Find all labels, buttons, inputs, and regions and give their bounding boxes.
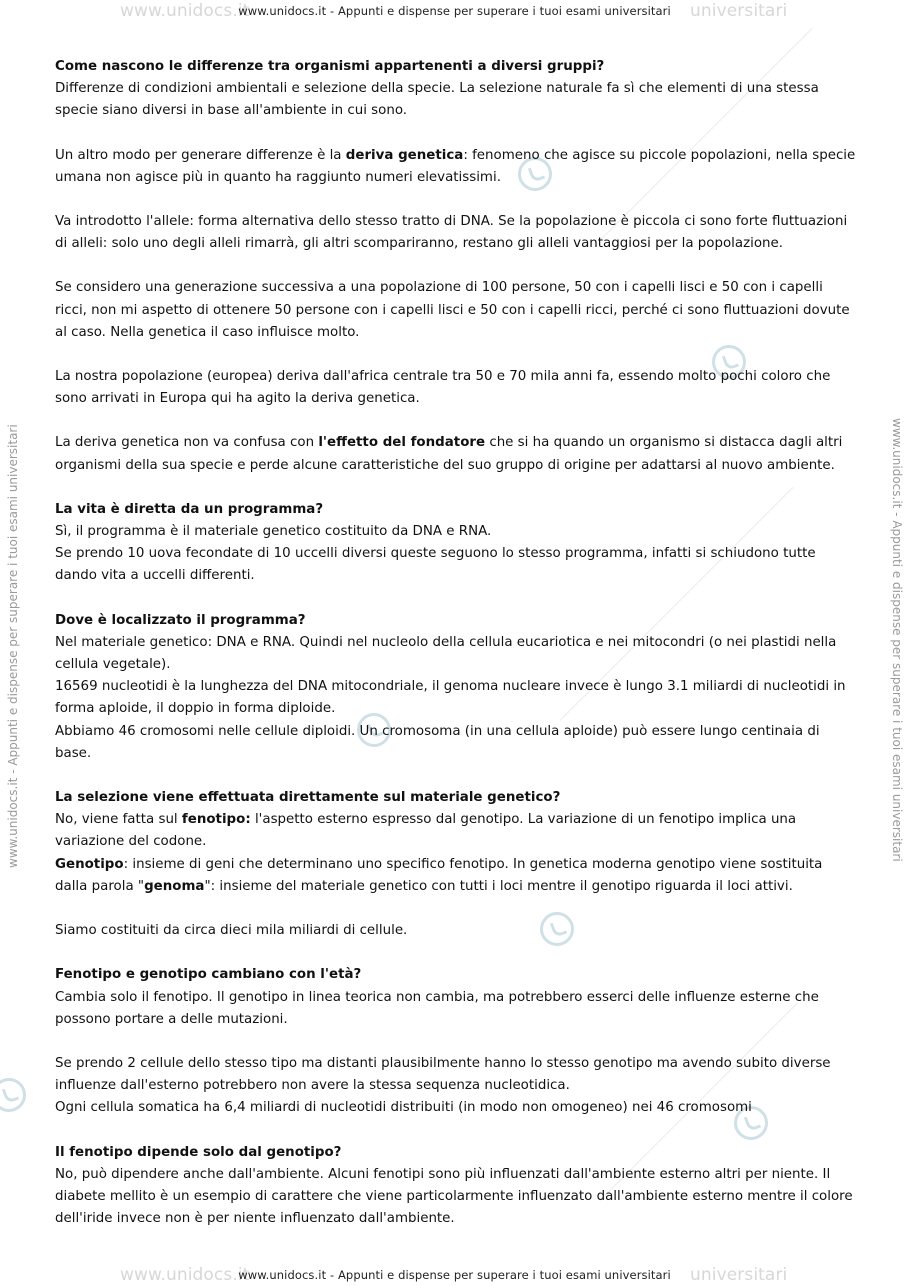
paragraph: Un altro modo per generare differenze è la deriva genetica: fenomeno che agisce su piccole popolazioni, nella specie umana non agisce più in quanto ha raggiunto numeri elevatissimi.	[55, 147, 856, 185]
question-heading: La selezione viene effettuata direttamente sul materiale genetico?	[55, 790, 561, 806]
paragraph: 16569 nucleotidi è la lunghezza del DNA mitocondriale, il genoma nucleare invece è lungo 3.1 miliardi di nucleotidi in forma aploide, il doppio in forma diploide.	[55, 679, 846, 717]
question-heading: La vita è diretta da un programma?	[55, 501, 324, 517]
bold-term: Genotipo	[55, 856, 124, 872]
paragraph: La nostra popolazione (europea) deriva dall'africa centrale tra 50 e 70 mila anni fa, essendo molto pochi coloro che sono arrivati in Europa qui ha agito la deriva genetica.	[55, 369, 831, 407]
header-ghost-left: www.unidocs.it	[120, 1, 250, 21]
footer-ghost-right: universitari	[690, 1265, 788, 1285]
paragraph: Ogni cellula somatica ha 6,4 miliardi di nucleotidi distribuiti (in modo non omogeneo) nei 46 cromosomi	[55, 1100, 752, 1116]
document-body	[55, 56, 857, 1230]
side-watermark-left: www.unidocs.it - Appunti e dispense per superare i tuoi esami universitari	[6, 424, 20, 868]
bold-term: deriva genetica	[345, 147, 464, 163]
question-heading: Come nascono le differenze tra organismi appartenenti a diversi gruppi?	[55, 59, 605, 74]
paragraph: Nel materiale genetico: DNA e RNA. Quindi nel nucleolo della cellula eucariotica e nei mitocondri (o nei plastidi nella cellula vegetale).	[55, 634, 837, 673]
page-header	[0, 1, 909, 21]
paragraph: La deriva genetica non va confusa con l'effetto del fondatore che si ha quando un organismo si distacca dagli altri organismi della sua specie e perde alcune caratteristiche del suo gruppo di origine per adattarsi al nuovo ambiente.	[55, 435, 843, 473]
side-watermark-right: www.unidocs.it - Appunti e dispense per superare i tuoi esami universitari	[890, 418, 904, 862]
question-heading: Fenotipo e genotipo cambiano con l'età?	[55, 967, 362, 983]
paragraph: No, può dipendere anche dall'ambiente. Alcuni fenotipi sono più influenzati dall'ambiente esterno altri per niente. Il diabete mellito è un esempio di carattere che viene particolarmente influenzato dall'ambiente esterno mentre il colore dell'iride invece non è per niente influenzato dall'ambiente.	[55, 1166, 853, 1227]
header-text: www.unidocs.it - Appunti e dispense per superare i tuoi esami universitari	[238, 4, 671, 18]
page-footer	[0, 1265, 909, 1285]
paragraph: Differenze di condizioni ambientali e selezione della specie. La selezione naturale fa sì che elementi di una stessa specie siano diversi in base all'ambiente in cui sono.	[55, 81, 819, 119]
paragraph: Se considero una generazione successiva a una popolazione di 100 persone, 50 con i capelli lisci e 50 con i capelli ricci, non mi aspetto di ottenere 50 persone con i capelli lisci e 50 con i capelli ricci, perché ci sono fluttuazioni dovute al caso. Nella genetica il caso influisce molto.	[55, 280, 850, 340]
paragraph: Abbiamo 46 cromosomi nelle cellule diploidi. Un cromosoma (in una cellula aploide) può essere lungo centinaia di base.	[55, 723, 820, 761]
question-heading: Il fenotipo dipende solo dal genotipo?	[55, 1144, 342, 1160]
paragraph: Se prendo 2 cellule dello stesso tipo ma distanti plausibilmente hanno lo stesso genotipo ma avendo subito diverse influenze dall'esterno potrebbero non avere la stessa sequenza nucleotidica.	[55, 1055, 831, 1094]
question-heading: Dove è localizzato il programma?	[55, 612, 306, 628]
paragraph: Va introdotto l'allele: forma alternativa dello stesso tratto di DNA. Se la popolazione è piccola ci sono forte fluttuazioni di alleli: solo uno degli alleli rimarrà, gli altri scompariranno, restano gli alleli vantaggiosi per la popolazione.	[55, 214, 848, 252]
paragraph: Genotipo: insieme di geni che determinano uno specifico fenotipo. In genetica moderna genotipo viene sostituita dalla parola "genoma": insieme del materiale genetico con tutti i loci mentre il genotipo riguarda il loci attivi.	[55, 856, 823, 894]
footer-ghost-left: www.unidocs.it	[120, 1265, 250, 1285]
bold-term: fenotipo:	[181, 812, 251, 828]
watermark-logo-icon	[0, 1078, 26, 1112]
paragraph: No, viene fatta sul fenotipo: l'aspetto esterno espresso dal genotipo. La variazione di un fenotipo implica una variazione del codone.	[55, 812, 797, 850]
paragraph: Sì, il programma è il materiale genetico costituito da DNA e RNA.	[55, 524, 492, 540]
bold-term: l'effetto del fondatore	[318, 435, 486, 451]
footer-text: www.unidocs.it - Appunti e dispense per superare i tuoi esami universitari	[238, 1268, 671, 1282]
paragraph: Se prendo 10 uova fecondate di 10 uccelli diversi queste seguono lo stesso programma, infatti si schiudono tutte dando vita a uccelli differenti.	[55, 546, 816, 584]
bold-term: genoma	[144, 878, 205, 894]
paragraph: Siamo costituiti da circa dieci mila miliardi di cellule.	[55, 923, 408, 939]
paragraph: Cambia solo il fenotipo. Il genotipo in linea teorica non cambia, ma potrebbero esserci delle influenze esterne che possono portare a delle mutazioni.	[55, 989, 819, 1027]
header-ghost-right: universitari	[690, 1, 788, 21]
